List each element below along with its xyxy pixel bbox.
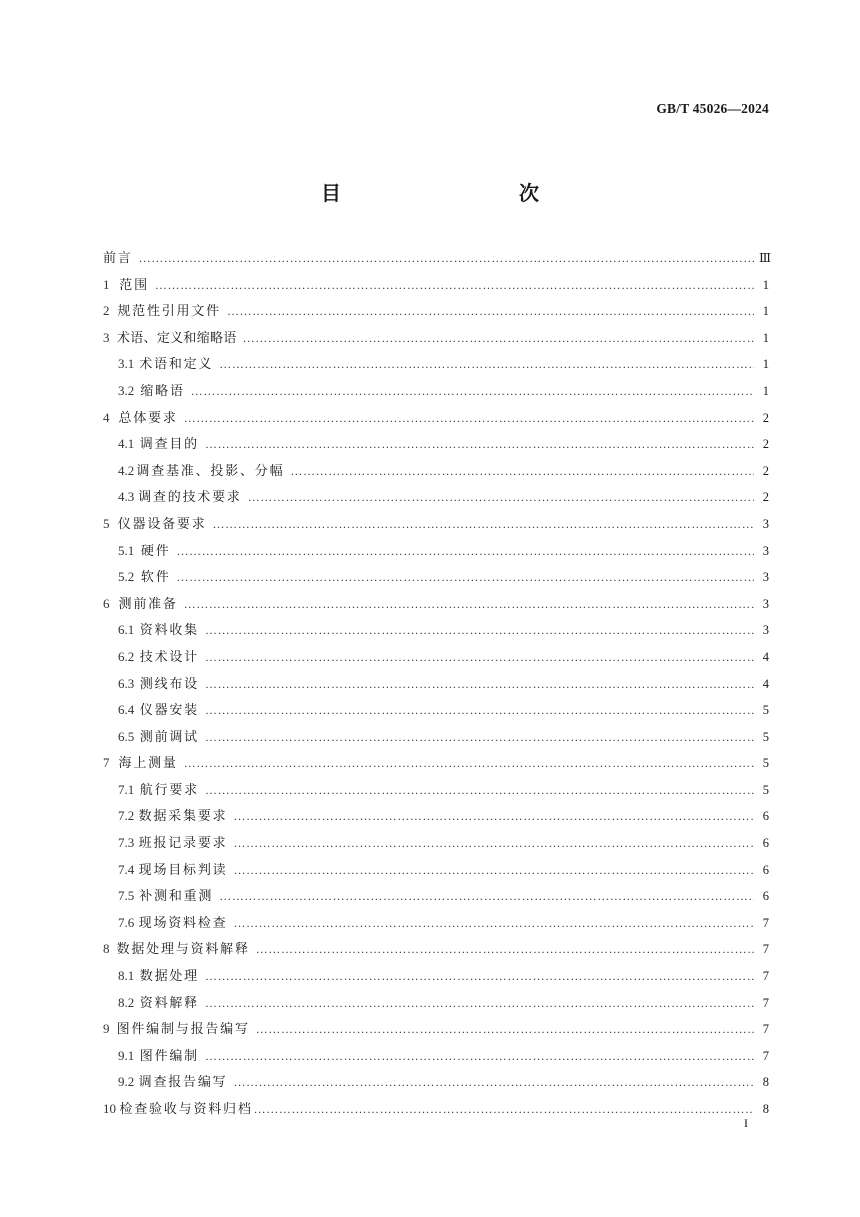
toc-entry[interactable] [103,351,769,378]
toc-dot-leader [205,963,754,990]
toc-entry-page: 8 [762,1102,769,1116]
toc-entry-label: 硬件 [140,543,171,559]
toc-dot-leader [233,857,754,884]
toc-entry-number: 7.5 [118,888,135,904]
toc-entry[interactable] [103,298,769,325]
toc-entry-page: 5 [762,756,769,771]
toc-dot-leader [243,325,754,352]
toc-entry[interactable] [103,990,769,1017]
toc-entry[interactable] [103,697,769,724]
toc-entry-label: 现场资料检查 [138,915,228,931]
standard-code: GB/T 45026—2024 [656,101,769,116]
toc-entry-number: 7.6 [118,914,135,930]
toc-entry-number: 5 [103,515,110,531]
toc-entry-label: 数据处理 [139,969,199,985]
toc-entry[interactable] [103,431,769,458]
toc-dot-leader [139,245,754,272]
toc-entry-page: 1 [762,277,769,292]
toc-entry-page: 2 [762,437,769,452]
toc-entry[interactable] [103,591,769,618]
toc-entry-number: 9.2 [118,1074,135,1090]
toc-entry-label: 图件编制与报告编写 [116,1022,250,1038]
toc-dot-leader [205,777,754,804]
toc-entry-page: 7 [762,1022,769,1037]
toc-dot-leader [205,1043,754,1070]
toc-dot-leader [177,538,754,565]
toc-entry-number: 3.1 [118,356,135,372]
toc-entry[interactable] [103,617,769,644]
toc-dot-leader [177,564,754,591]
toc-entry-page: Ⅲ [759,251,772,265]
toc-entry-number: 8.2 [118,994,135,1010]
toc-entry-page: 8 [762,1075,769,1090]
toc-entry-label: 图件编制 [139,1048,199,1064]
toc-entry-number: 4.2 [118,462,135,478]
toc-entry-page: 2 [762,463,769,478]
toc-entry-page: 7 [762,915,769,930]
toc-entry-label: 资料收集 [139,623,199,639]
toc-entry[interactable] [103,484,769,511]
toc-entry-label: 海上测量 [118,756,178,772]
toc-entry-number: 6.3 [118,675,135,691]
toc-entry[interactable] [103,511,769,538]
toc-entry[interactable] [103,272,769,299]
toc-dot-leader [213,511,754,538]
toc-entry-number: 4 [103,409,110,425]
toc-entry-label: 现场目标判读 [138,862,228,878]
toc-entry[interactable] [103,963,769,990]
toc-dot-leader [219,351,754,378]
toc-entry-page: 3 [762,596,769,611]
toc-entry-page: 3 [762,623,769,638]
toc-dot-leader [155,272,754,299]
toc-dot-leader [205,671,754,698]
toc-dot-leader [227,298,754,325]
toc-entry-page: 2 [762,410,769,425]
toc-entry-label: 前言 [103,251,133,266]
toc-entry-number: 3 [103,329,110,345]
toc-entry-page: 7 [762,969,769,984]
toc-entry[interactable] [103,245,772,272]
toc-dot-leader [256,1016,754,1043]
toc-entry-label: 测线布设 [139,676,199,692]
toc-entry-page: 2 [762,490,769,505]
toc-entry-page: 3 [762,516,769,531]
page-folio: I [744,1116,748,1130]
toc-entry-page: 6 [762,809,769,824]
toc-entry-number: 7.4 [118,861,135,877]
toc-entry-label: 总体要求 [118,410,178,426]
toc-entry[interactable] [103,830,769,857]
table-of-contents [103,245,772,1123]
toc-entry[interactable] [103,671,769,698]
toc-entry-label: 调查报告编写 [138,1075,228,1091]
toc-entry-page: 5 [762,703,769,718]
toc-dot-leader [184,591,754,618]
page-title: 目 次 [321,181,585,205]
toc-entry[interactable] [103,910,769,937]
toc-dot-leader [205,617,754,644]
toc-entry-page: 1 [762,357,769,372]
toc-dot-leader [233,803,754,830]
toc-entry-number: 7.2 [118,808,135,824]
toc-entry-page: 1 [762,383,769,398]
toc-entry-number: 6.4 [118,702,135,718]
toc-entry-label: 范围 [119,277,149,293]
toc-dot-leader [205,644,754,671]
toc-entry-label: 测前准备 [118,596,178,612]
toc-entry-label: 资料解释 [139,995,199,1011]
toc-entry-page: 3 [762,543,769,558]
toc-entry[interactable] [103,325,769,352]
toc-entry[interactable] [103,1016,769,1043]
toc-entry-label: 航行要求 [139,782,199,798]
toc-entry-label: 仪器安装 [139,703,199,719]
toc-entry-page: 7 [762,1048,769,1063]
toc-entry-number: 10 [103,1101,116,1116]
toc-entry-page: 6 [762,889,769,904]
toc-entry[interactable] [103,458,769,485]
toc-entry[interactable] [103,936,769,963]
toc-dot-leader [254,1096,754,1123]
toc-entry-page: 7 [762,942,769,957]
toc-entry[interactable] [103,644,769,671]
toc-entry[interactable] [103,1069,769,1096]
toc-entry-label: 补测和重测 [139,889,214,905]
toc-dot-leader [184,405,754,432]
toc-dot-leader [205,724,754,751]
toc-entry-label: 技术设计 [139,649,199,665]
toc-dot-leader [233,830,754,857]
toc-entry-label: 仪器设备要求 [117,516,207,532]
toc-entry-label: 数据采集要求 [138,809,228,825]
toc-entry-label: 检查验收与资料归档 [119,1102,253,1117]
toc-entry-page: 5 [762,782,769,797]
toc-entry-number: 3.2 [118,382,135,398]
toc-entry[interactable] [103,803,769,830]
toc-entry-label: 缩略语 [140,383,185,399]
toc-entry[interactable] [103,750,769,777]
toc-entry-page: 7 [762,995,769,1010]
toc-entry-number: 7.3 [118,835,135,851]
toc-dot-leader [233,1069,754,1096]
toc-entry-label: 术语、定义和缩略语 [116,330,237,346]
toc-dot-leader [205,697,754,724]
toc-entry-number: 6.1 [118,622,135,638]
toc-dot-leader [256,936,754,963]
toc-entry-number: 6.2 [118,648,135,664]
toc-entry-page: 5 [762,729,769,744]
toc-entry-page: 4 [762,676,769,691]
toc-entry-number: 9.1 [118,1047,135,1063]
toc-entry-page: 3 [762,570,769,585]
toc-entry-page: 6 [762,836,769,851]
toc-entry-label: 班报记录要求 [138,836,228,852]
toc-entry-number: 1 [103,276,110,292]
toc-entry[interactable] [103,777,769,804]
toc-dot-leader [205,990,754,1017]
toc-entry[interactable] [103,538,769,565]
toc-entry-label: 调查目的 [139,437,199,453]
toc-entry[interactable] [103,883,769,910]
toc-dot-leader [233,910,754,937]
toc-entry[interactable] [103,1043,769,1070]
toc-entry[interactable] [103,405,769,432]
toc-dot-leader [248,484,754,511]
toc-dot-leader [191,378,754,405]
toc-entry-label: 测前调试 [139,729,199,745]
toc-entry-number: 9 [103,1021,110,1037]
toc-entry-number: 5.1 [118,542,135,558]
toc-entry-number: 7 [103,755,110,771]
toc-entry-number: 8 [103,941,110,957]
toc-entry-page: 6 [762,862,769,877]
toc-entry-number: 8.1 [118,968,135,984]
toc-entry[interactable] [103,564,769,591]
toc-dot-leader [219,883,754,910]
toc-entry-label: 数据处理与资料解释 [116,942,250,958]
toc-entry-number: 4.1 [118,436,135,452]
toc-entry-page: 1 [762,330,769,345]
toc-dot-leader [184,750,754,777]
toc-entry-page: 1 [762,304,769,319]
toc-entry-label: 调查基准、投影、分幅 [136,463,285,479]
toc-dot-leader [205,431,754,458]
toc-entry-number: 7.1 [118,781,135,797]
toc-entry-label: 调查的技术要求 [138,490,242,506]
toc-entry[interactable] [103,378,769,405]
toc-entry[interactable] [103,724,769,751]
toc-entry-label: 术语和定义 [139,357,214,373]
toc-entry-number: 5.2 [118,569,135,585]
toc-entry-number: 6 [103,595,110,611]
toc-dot-leader [290,458,754,485]
toc-entry-page: 4 [762,649,769,664]
toc-entry[interactable] [103,857,769,884]
toc-entry[interactable] [103,1096,769,1123]
toc-entry-label: 规范性引用文件 [117,304,221,320]
toc-entry-number: 4.3 [118,489,135,505]
toc-entry-label: 软件 [140,570,171,586]
toc-entry-number: 6.5 [118,728,135,744]
toc-entry-number: 2 [103,303,110,319]
